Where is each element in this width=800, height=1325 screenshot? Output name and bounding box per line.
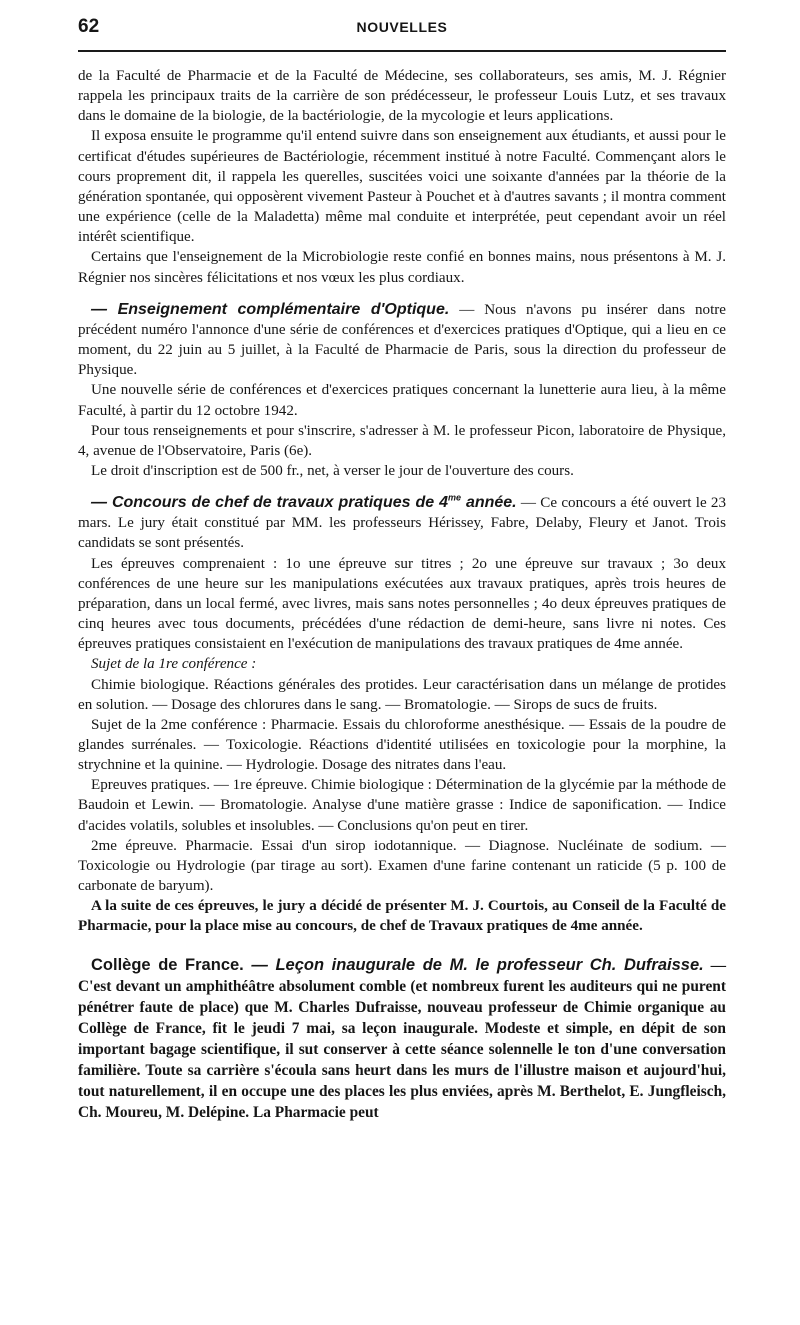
page-header — [78, 14, 726, 44]
section-gap — [78, 288, 726, 300]
running-title: NOUVELLES — [356, 19, 448, 35]
concours-paragraph-5: Sujet de la 2me conférence : Pharmacie. Essais du chloroforme anesthésique. — Essais de la poudre de glandes surrénales. — Toxicologie. Réactions d'identité utilisées en toxicologie pour la morphine, la strychnine et la quinine. — Hydrologie. Dosage des nitrates dans l'eau. — [78, 716, 726, 774]
optique-paragraph-4: Le droit d'inscription est de 500 fr., net, à verser le jour de l'ouverture des cours. — [91, 462, 574, 479]
page-number: 62 — [78, 16, 100, 37]
section-gap — [78, 481, 726, 493]
concours-paragraph-8: A la suite de ces épreuves, le jury a décidé de présenter M. J. Courtois, au Conseil de la Faculté de Pharmacie, pour la place mise au concours, de chef de Travaux pratiques de 4me année. — [78, 898, 726, 935]
optique-paragraph-2: Une nouvelle série de conférences et d'exercices pratiques concernant la lunetterie aura lieu, à la même Faculté, à partir du 12 octobre 1942. — [78, 382, 726, 419]
intro-paragraph-3: Certains que l'enseignement de la Microbiologie reste confié en bonnes mains, nous présentons à M. J. Régnier nos sincères félicitations et nos vœux les plus cordiaux. — [78, 249, 726, 286]
article-body — [78, 66, 726, 1123]
concours-section-title — [91, 494, 517, 511]
intro-paragraph-2: Il exposa ensuite le programme qu'il entend suivre dans son enseignement aux étudiants, et aussi pour le certificat d'études supérieures de Bactériologie, récemment institué à notre Faculté. Commençant alors le cours proprement dit, il rappela les querelles, suscitées voici une soixante d'années par la théorie de la génération spontanée, qui opposèrent vivement Pasteur à Pouchet et à d'autres savants ; il montra comment une expérience (celle de la Maladetta) même mal conduite et interprétée, peut cependant avoir un réel intérêt scientifique. — [78, 128, 726, 246]
concours-paragraph-2: Les épreuves comprenaient : 1o une épreuve sur titres ; 2o une épreuve sur travaux ; 3o deux conférences de une heure sur les manipulations exécutées aux travaux pratiques, après trois heures de préparation, dans un local fermé, avec livres, mais sans notes personnelles ; 4o deux épreuves pratiques de cinq heures avec tous documents, précédées d'une rédaction de demi-heure, sans livre ni notes. Ces épreuves pratiques consistaient en l'exécution de manipulations des travaux pratiques de 4me année. — [78, 555, 726, 653]
optique-paragraph-1: — Nous n'avons pu insérer dans notre précédent numéro l'annonce d'une série de conférences et d'exercices pratiques d'Optique, qui a lieu en ce moment, du 22 juin au 5 juillet, à la Faculté de Pharmacie de Paris, sous la direction du professeur de Physique. — [78, 301, 726, 379]
concours-paragraph-3: Sujet de la 1re conférence : — [91, 656, 257, 673]
concours-title-part: année. — [461, 494, 517, 512]
intro-paragraph-1: de la Faculté de Pharmacie et de la Faculté de Médecine, ses collaborateurs, ses amis, M. J. Régnier rappela les principaux traits de la carrière de son prédécesseur, le professeur Louis Lutz, et ses travaux dans le domaine de la biologie, de la bactériologie, de la mycologie et leurs applications. — [78, 68, 726, 125]
concours-title-part: — Concours de chef de travaux pratiques de 4 — [91, 494, 448, 512]
section-gap — [78, 937, 726, 955]
concours-lead — [78, 493, 726, 553]
concours-title-sup: me — [447, 492, 461, 503]
college-section-subtitle: — Leçon inaugurale de M. le professeur Ch. Dufraisse. — [243, 955, 704, 974]
college-paragraph-1: — C'est devant un amphithéâtre absolument comble (et nombreux furent les auditeurs qui ne purent pénétrer faute de place) que M. Charles Dufraisse, nouveau professeur de Chimie organique au Collège de France, fit le jeudi 7 mai, sa leçon inaugurale. Modeste et simple, en dépit de son important bagage scientifique, il sut conserver à cette séance solennelle le ton d'une conversation familière. Toute sa carrière s'écoula sans heurt dans les murs de l'illustre maison et aujourd'hui, tout naturellement, il en occupe une des places les plus enviées, après M. Berthelot, E. Jungfleisch, Ch. Moureu, M. Delépine. La Pharmacie peut — [78, 956, 726, 1121]
optique-section-title: — Enseignement complémentaire d'Optique. — [91, 300, 450, 318]
concours-paragraph-1: — Ce concours a été ouvert le 23 mars. Le jury était constitué par MM. les professeurs Hérissey, Fabre, Delaby, Fleury et Janot. Trois candidats se sont présentés. — [78, 495, 727, 552]
header-rule — [78, 50, 726, 52]
college-section-title: Collège de France. — [91, 955, 244, 974]
optique-paragraph-3: Pour tous renseignements et pour s'inscrire, s'adresser à M. le professeur Picon, laboratoire de Physique, 4, avenue de l'Observatoire, Paris (6e). — [78, 422, 726, 459]
concours-paragraph-6: Epreuves pratiques. — 1re épreuve. Chimie biologique : Détermination de la glycémie par la méthode de Baudoin et Lewin. — Bromatologie. Analyse d'une matière grasse : Indice de saponification. — Indice d'acides volatils, solubles et insolubles. — Conclusions qu'on peut en tirer. — [78, 777, 726, 834]
college-section — [78, 955, 726, 1123]
optique-lead — [78, 300, 726, 381]
concours-paragraph-4: Chimie biologique. Réactions générales des protides. Leur caractérisation dans un mélange de protides en solution. — Dosage des chlorures dans le sang. — Bromatologie. — Sirops de sucs de fruits. — [78, 676, 726, 713]
journal-page — [78, 14, 726, 1123]
concours-paragraph-7: 2me épreuve. Pharmacie. Essai d'un sirop iodotannique. — Diagnose. Nucléinate de sodium. — Toxicologie ou Hydrologie (par tirage au sort). Examen d'une farine contenant un raticide (5 p. 100 de carbonate de baryum). — [78, 837, 726, 895]
college-lead — [78, 955, 726, 1123]
